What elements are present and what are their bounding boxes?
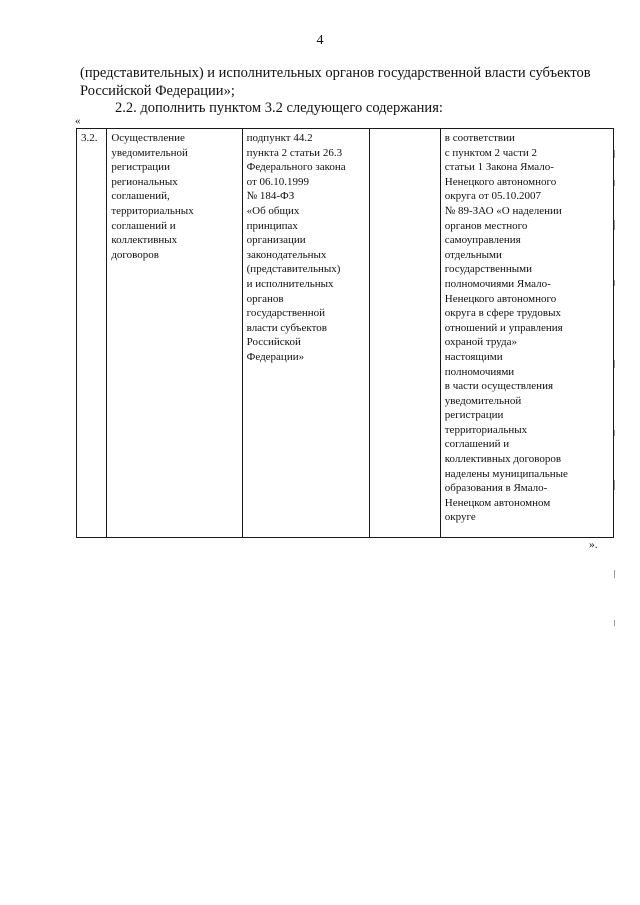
scan-edge-mark [614,220,615,230]
scan-edge-mark [614,280,615,286]
amendment-paragraph: 2.2. дополнить пунктом 3.2 следующего содержания: [115,100,443,116]
scan-edge-mark [614,360,615,368]
scan-edge-marks [614,150,634,650]
authority-name: Осуществление уведомительной регистрации региональных соглашений, территориальных соглашений и коллективных договоров [111,132,194,261]
closing-quote: ». [589,539,598,551]
scan-edge-mark [614,570,615,578]
row-number-cell [77,129,107,538]
empty-cell [370,129,440,538]
scan-edge-mark [614,620,615,626]
authority-name-cell [107,129,242,538]
scan-edge-mark [614,150,615,158]
legal-basis: подпункт 44.2 пункта 2 статьи 26.3 Федерального закона от 06.10.1999 № 184-ФЗ «Об общих принципах организации законодательных (представительных) и исполнительных органов государственной власти субъектов Российской Федерации» [246,132,346,363]
paragraph-line-1: (представительных) и исполнительных органов государственной власти субъектов [80,65,591,81]
paragraph-line-2: Российской Федерации»; [80,83,235,99]
page-number: 4 [316,33,324,48]
note-cell [440,129,613,538]
legal-basis-cell [242,129,370,538]
amendment-table [76,128,614,538]
scan-edge-mark [614,180,615,186]
scan-edge-mark [614,430,615,436]
scan-edge-mark [614,480,615,490]
row-number: 3.2. [81,132,98,144]
paragraph-continuation [80,64,620,100]
table-row [77,129,614,538]
opening-quote: « [75,115,81,127]
note-text: в соответствии с пунктом 2 части 2 статьи 1 Закона Ямало- Ненецкого автономного округа от 05.10.2007 № 89-ЗАО «О наделении органов местного самоуправления отдельными государственными полномочиями Ямало- Ненецкого автономного округа в сфере трудовых отношений и управления охраной труда» настоящими полномочиями в части осуществления уведомительной регистрации территориальных соглашений и коллективных договоров наделены муниципальные образования в Ямало- Ненецком автономном округе [444,132,568,524]
